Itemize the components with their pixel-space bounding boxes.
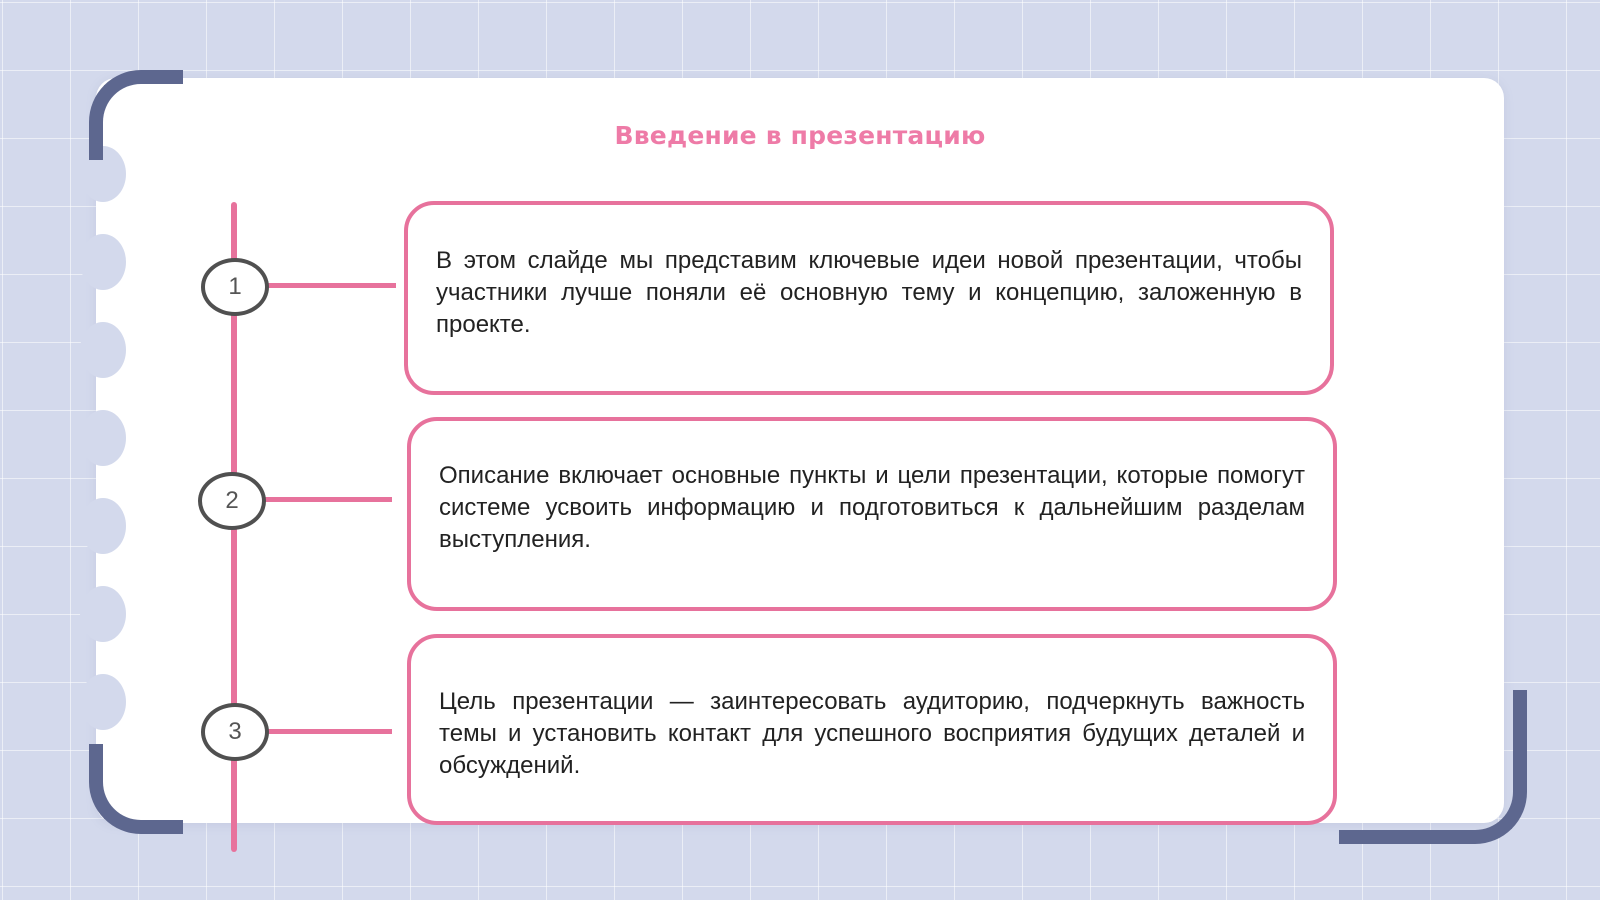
step-text: В этом слайде мы представим ключевые идеи новой презентации, чтобы участники лучше поняли её основную тему и концепцию, заложенную в проекте. bbox=[436, 247, 1302, 338]
step-card bbox=[404, 201, 1334, 395]
step-card bbox=[407, 417, 1337, 611]
notebook-hole bbox=[80, 498, 126, 554]
step-text: Описание включает основные пункты и цели презентации, которые помогут системе усвоить информацию и подготовиться к дальнейшим разделам выступления. bbox=[439, 462, 1305, 553]
notebook-hole bbox=[80, 234, 126, 290]
notebook-hole bbox=[80, 586, 126, 642]
page-title: Введение в презентацию bbox=[614, 121, 986, 150]
step-number-badge: 3 bbox=[201, 703, 269, 761]
step-card bbox=[407, 634, 1337, 825]
corner-bracket-bottom-right bbox=[1339, 690, 1527, 844]
notebook-hole bbox=[80, 410, 126, 466]
notebook-hole bbox=[80, 322, 126, 378]
connector-line bbox=[262, 497, 392, 502]
connector-line bbox=[264, 729, 392, 734]
step-number-badge: 2 bbox=[198, 472, 266, 530]
corner-bracket-bottom-left bbox=[89, 744, 183, 834]
connector-line bbox=[264, 283, 396, 288]
notebook-hole bbox=[80, 674, 126, 730]
step-number-badge: 1 bbox=[201, 258, 269, 316]
step-text: Цель презентации — заинтересовать аудиторию, подчеркнуть важность темы и установить контакт для успешного восприятия будущих деталей и обсуждений. bbox=[439, 687, 1305, 779]
